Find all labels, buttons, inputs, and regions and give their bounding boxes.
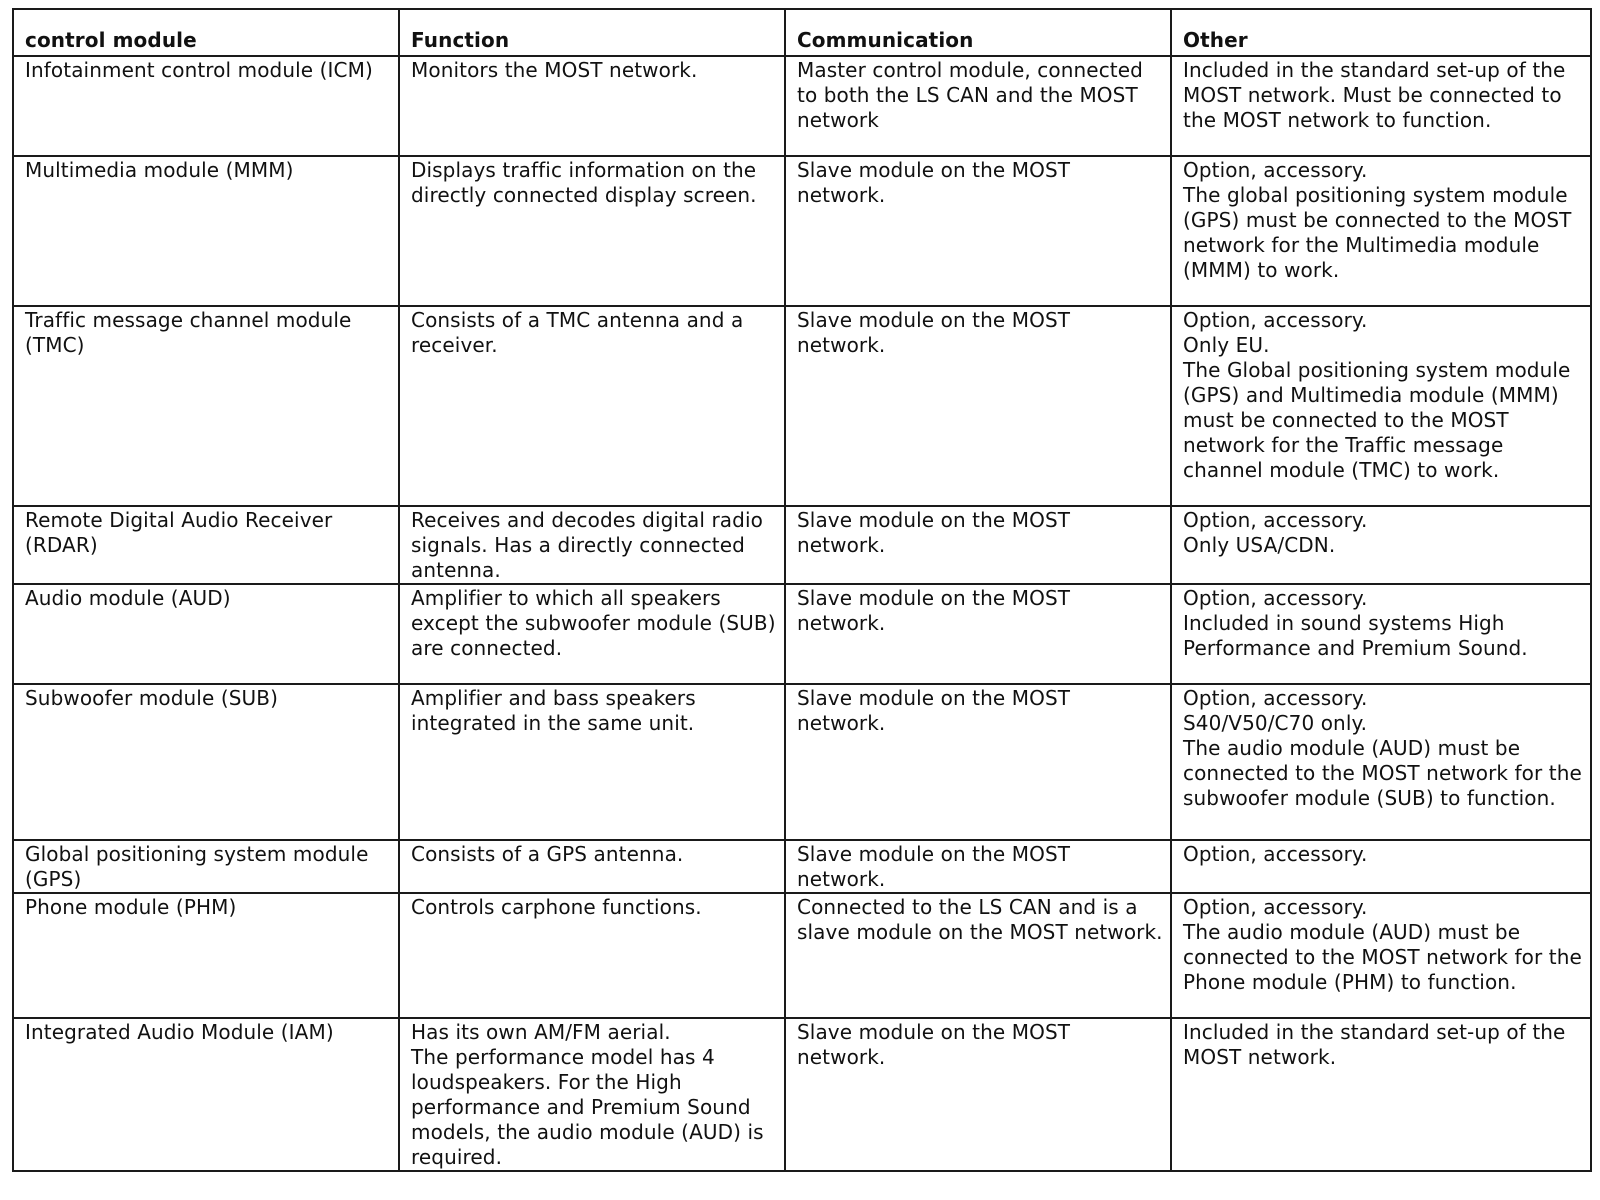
cell-other: [1171, 156, 1591, 306]
table-row: [13, 306, 1591, 506]
cell-function: [399, 56, 785, 156]
table-row: [13, 684, 1591, 840]
cell-communication: [785, 840, 1171, 893]
table-row: [13, 1018, 1591, 1171]
cell-function: [399, 1018, 785, 1171]
cell-other-line: Option, accessory.: [1183, 158, 1368, 182]
table-body: [13, 56, 1591, 1171]
cell-function-line: Controls carphone functions.: [411, 895, 702, 919]
cell-communication: [785, 306, 1171, 506]
table-row: [13, 584, 1591, 684]
cell-control-module: Remote Digital Audio Receiver (RDAR): [13, 506, 399, 584]
table-row: [13, 156, 1591, 306]
cell-other-line: Included in the standard set-up of the MOST network.: [1183, 1020, 1566, 1069]
cell-communication-line: Slave module on the MOST network.: [797, 158, 1071, 207]
cell-control-module: Global positioning system module (GPS): [13, 840, 399, 893]
cell-function: [399, 306, 785, 506]
cell-control-module: Integrated Audio Module (IAM): [13, 1018, 399, 1171]
cell-other-line: The global positioning system module (GPS) must be connected to the MOST network for the Multimedia module (MMM) to work.: [1183, 183, 1572, 282]
cell-control-module: Subwoofer module (SUB): [13, 684, 399, 840]
table-header-row: [13, 9, 1591, 56]
cell-communication-line: Slave module on the MOST network.: [797, 308, 1071, 357]
cell-other-line: Option, accessory.: [1183, 586, 1368, 610]
cell-other: [1171, 840, 1591, 893]
cell-communication: [785, 893, 1171, 1018]
cell-function: [399, 893, 785, 1018]
cell-other: [1171, 1018, 1591, 1171]
table-row: [13, 893, 1591, 1018]
cell-function-line: Monitors the MOST network.: [411, 58, 698, 82]
cell-other-line: Option, accessory.: [1183, 686, 1368, 710]
header-communication: Communication: [785, 9, 1171, 56]
cell-other-line: Option, accessory.: [1183, 308, 1368, 332]
cell-other-line: Only USA/CDN.: [1183, 533, 1336, 557]
cell-other-line: Option, accessory.: [1183, 895, 1368, 919]
cell-function: [399, 156, 785, 306]
header-function: Function: [399, 9, 785, 56]
table-row: [13, 56, 1591, 156]
cell-function: [399, 684, 785, 840]
cell-other: [1171, 584, 1591, 684]
cell-function: [399, 506, 785, 584]
cell-function-line: Amplifier to which all speakers except the subwoofer module (SUB) are connected.: [411, 586, 776, 660]
cell-communication-line: Slave module on the MOST network.: [797, 842, 1071, 891]
cell-communication: [785, 156, 1171, 306]
cell-control-module: Infotainment control module (ICM): [13, 56, 399, 156]
cell-control-module: Multimedia module (MMM): [13, 156, 399, 306]
cell-function-line: Has its own AM/FM aerial.: [411, 1020, 671, 1044]
cell-communication-line: Slave module on the MOST network.: [797, 1020, 1071, 1069]
header-other: Other: [1171, 9, 1591, 56]
cell-other: [1171, 306, 1591, 506]
cell-communication: [785, 584, 1171, 684]
cell-communication: [785, 56, 1171, 156]
cell-other: [1171, 506, 1591, 584]
cell-other-line: Included in sound systems High Performance and Premium Sound.: [1183, 611, 1528, 660]
cell-other-line: The audio module (AUD) must be connected to the MOST network for the Phone module (PHM) to function.: [1183, 920, 1582, 994]
cell-other-line: Included in the standard set-up of the MOST network. Must be connected to the MOST network to function.: [1183, 58, 1566, 132]
cell-control-module: Traffic message channel module (TMC): [13, 306, 399, 506]
cell-other-line: Option, accessory.: [1183, 842, 1368, 866]
cell-function-line: Consists of a TMC antenna and a receiver.: [411, 308, 744, 357]
cell-control-module: Audio module (AUD): [13, 584, 399, 684]
cell-function-line: Receives and decodes digital radio signals. Has a directly connected antenna.: [411, 508, 763, 582]
cell-other-line: The audio module (AUD) must be connected to the MOST network for the subwoofer module (SUB) to function.: [1183, 736, 1582, 810]
table-row: [13, 840, 1591, 893]
document-page: [12, 8, 1590, 1172]
cell-communication-line: Slave module on the MOST network.: [797, 586, 1071, 635]
cell-other-line: The Global positioning system module (GPS) and Multimedia module (MMM) must be connected to the MOST network for the Traffic message channel module (TMC) to work.: [1183, 358, 1571, 482]
cell-function: [399, 840, 785, 893]
cell-other: [1171, 56, 1591, 156]
cell-function-line: Amplifier and bass speakers integrated in the same unit.: [411, 686, 696, 735]
cell-other-line: Option, accessory.: [1183, 508, 1368, 532]
cell-communication: [785, 684, 1171, 840]
cell-communication: [785, 506, 1171, 584]
cell-other: [1171, 684, 1591, 840]
cell-other-line: S40/V50/C70 only.: [1183, 711, 1368, 735]
cell-communication: [785, 1018, 1171, 1171]
cell-function: [399, 584, 785, 684]
cell-function-line: The performance model has 4 loudspeakers. For the High performance and Premium Sound models, the audio module (AUD) is required.: [411, 1045, 764, 1169]
control-module-table: [12, 8, 1592, 1172]
cell-function-line: Displays traffic information on the directly connected display screen.: [411, 158, 757, 207]
cell-communication-line: Master control module, connected to both the LS CAN and the MOST network: [797, 58, 1143, 132]
cell-other: [1171, 893, 1591, 1018]
cell-other-line: Only EU.: [1183, 333, 1270, 357]
header-control-module: control module: [13, 9, 399, 56]
cell-control-module: Phone module (PHM): [13, 893, 399, 1018]
cell-communication-line: Slave module on the MOST network.: [797, 508, 1071, 557]
cell-communication-line: Connected to the LS CAN and is a slave module on the MOST network.: [797, 895, 1163, 944]
cell-communication-line: Slave module on the MOST network.: [797, 686, 1071, 735]
cell-function-line: Consists of a GPS antenna.: [411, 842, 684, 866]
table-row: [13, 506, 1591, 584]
